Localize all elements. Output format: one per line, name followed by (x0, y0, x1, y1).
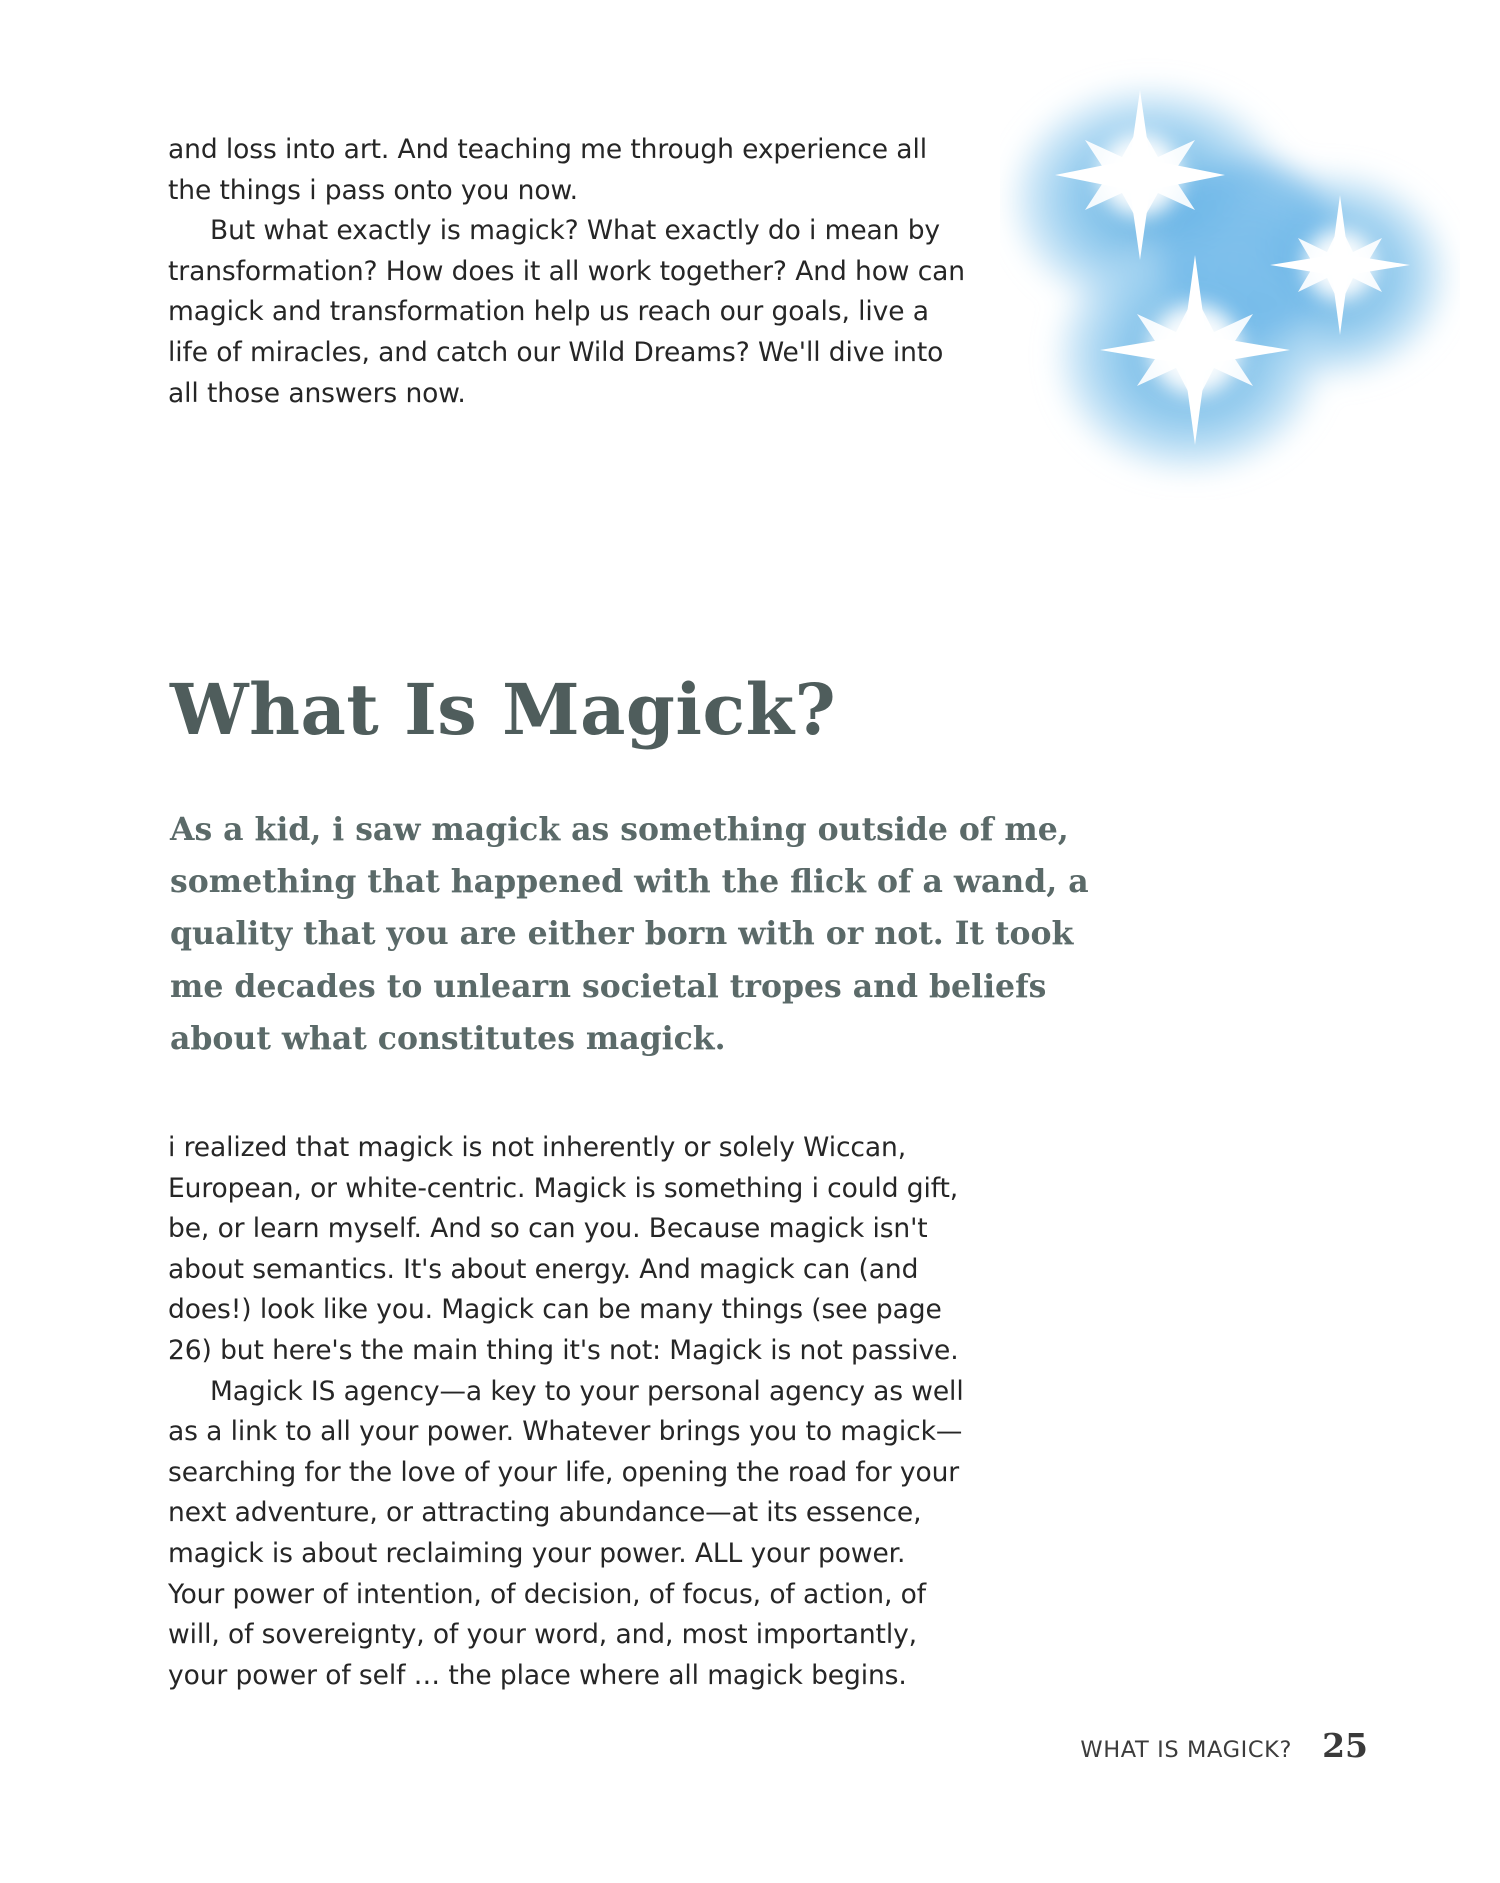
watercolor-stars-icon (1000, 50, 1460, 500)
intro-paragraph-2: But what exactly is magick? What exactly do i mean by transformation? How does it all work together? And how can magick and transformation help us reach our goals, live a life of miracles, and catch our Wild Dreams? We'll dive into all those answers now. (168, 215, 966, 409)
section-heading: What Is Magick? (170, 668, 837, 751)
page-footer (1080, 1726, 1368, 1765)
running-head: WHAT IS MAGICK? (1080, 1737, 1293, 1763)
intro-text (168, 130, 968, 414)
lead-paragraph: As a kid, i saw magick as something outside of me, something that happened with the flick of a wand, a quality that you are either born with or not. It took me decades to unlearn societal tropes and beliefs about what constitutes magick. (170, 811, 1089, 1057)
body-paragraph-1: i realized that magick is not inherently or solely Wiccan, European, or white-centric. Magick is something i could gift, be, or learn myself. And so can you. Because magick isn't about semantics. It's about energy. And magick can (and does!) look like you. Magick can be many things (see page 26) but here's the main thing it's not: Magick is not passive. (168, 1132, 959, 1366)
body-text (168, 1128, 968, 1696)
body-paragraph-2: Magick IS agency—a key to your personal agency as well as a link to all your power. Whatever brings you to magick—searching for the love of your life, opening the road for your next adventure, or attracting abundance—at its essence, magick is about reclaiming your power. ALL your power. Your power of intention, of decision, of focus, of action, of will, of sovereignty, of your word, and, most importantly, your power of self … the place where all magick begins. (168, 1375, 964, 1691)
intro-paragraph-1: and loss into art. And teaching me through experience all the things i pass onto you now. (168, 134, 927, 206)
page-number: 25 (1322, 1726, 1368, 1765)
